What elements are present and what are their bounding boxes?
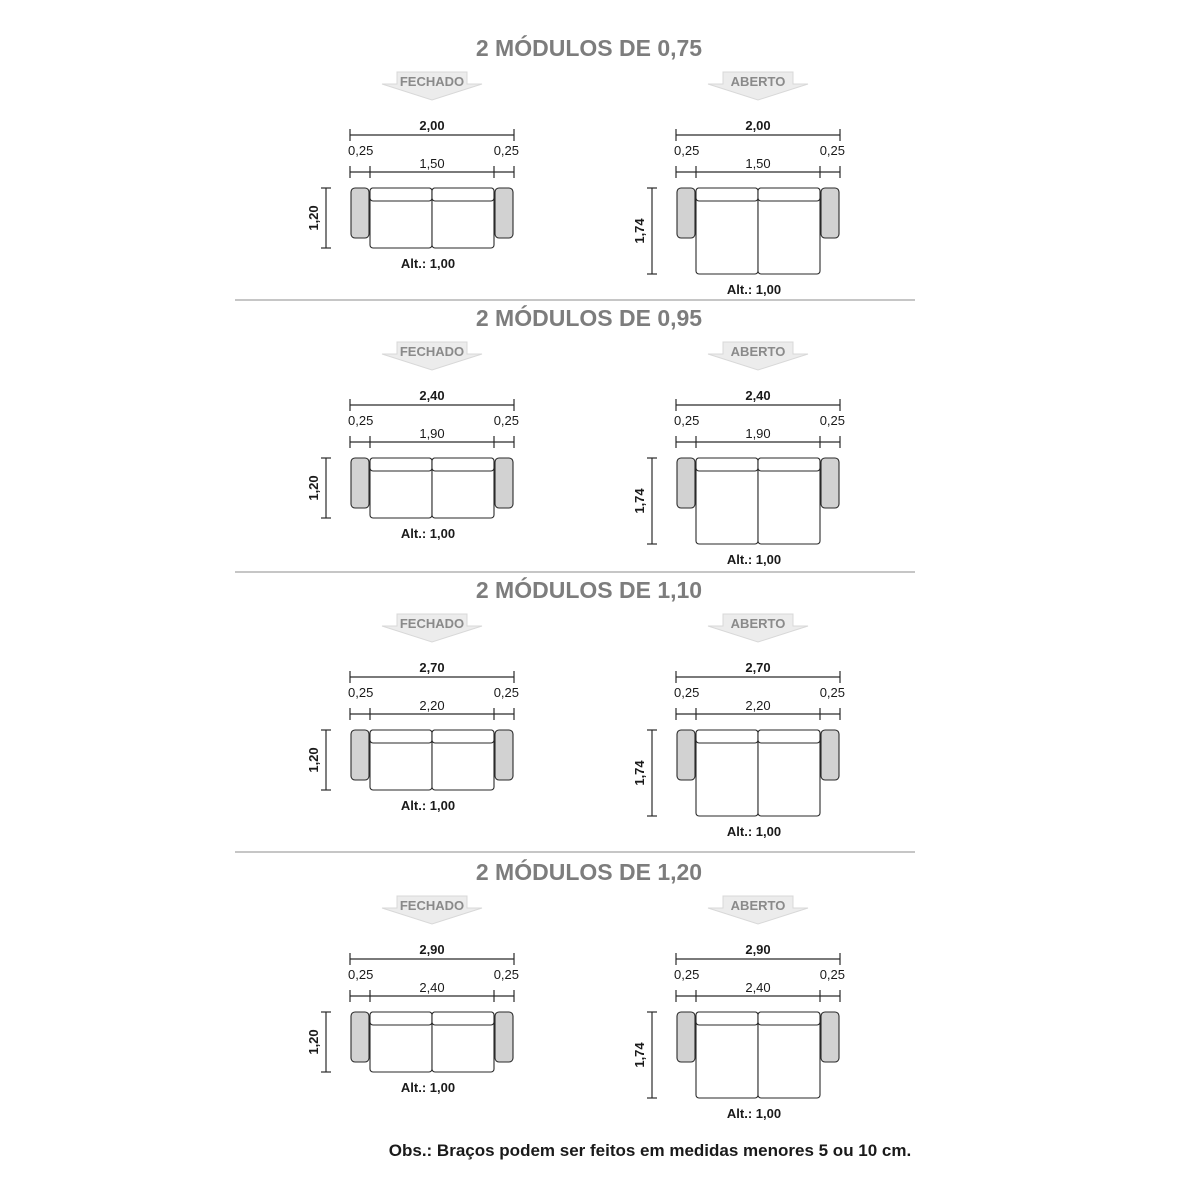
section-title: 2 MÓDULOS DE 1,20 [475, 859, 703, 885]
height-label: Alt.: 1,00 [400, 256, 456, 271]
section-title: 2 MÓDULOS DE 0,95 [475, 305, 703, 331]
arm-left-width: 0,25 [348, 143, 374, 158]
sofa-plan [351, 1012, 513, 1072]
back-cushion [432, 730, 494, 743]
depth-label: 1,74 [632, 488, 647, 514]
arm-right-width: 0,25 [493, 143, 519, 158]
arm-right [821, 730, 839, 780]
section-title: 2 MÓDULOS DE 0,75 [475, 35, 703, 61]
arm-left [351, 458, 369, 508]
back-cushion [370, 458, 432, 471]
arm-left-width: 0,25 [674, 413, 700, 428]
height-label: Alt.: 1,00 [400, 526, 456, 541]
arm-left [677, 458, 695, 508]
open-label: ABERTO [730, 616, 786, 631]
arm-left [677, 188, 695, 238]
height-label: Alt.: 1,00 [400, 1080, 456, 1095]
section-title: 2 MÓDULOS DE 1,10 [475, 577, 703, 603]
sofa-plan [677, 1012, 839, 1098]
sofa-plan [677, 458, 839, 544]
height-label: Alt.: 1,00 [726, 824, 782, 839]
arm-right-width: 0,25 [819, 967, 845, 982]
back-cushion [432, 188, 494, 201]
seat-width: 1,90 [419, 426, 445, 441]
sofa-plan [351, 730, 513, 790]
back-cushion [696, 1012, 758, 1025]
overall-width: 2,70 [419, 660, 445, 675]
back-cushion [370, 1012, 432, 1025]
seat-width: 2,20 [745, 698, 771, 713]
arm-left [351, 188, 369, 238]
overall-width: 2,40 [745, 388, 771, 403]
back-cushion [696, 458, 758, 471]
open-label: ABERTO [730, 344, 786, 359]
back-cushion [696, 730, 758, 743]
arm-left-width: 0,25 [674, 143, 700, 158]
depth-label: 1,20 [306, 747, 321, 773]
depth-label: 1,74 [632, 1042, 647, 1068]
arm-left [351, 1012, 369, 1062]
arm-right [821, 458, 839, 508]
arm-right-width: 0,25 [493, 413, 519, 428]
back-cushion [370, 730, 432, 743]
overall-width: 2,90 [419, 942, 445, 957]
arm-right-width: 0,25 [819, 143, 845, 158]
arm-left [677, 1012, 695, 1062]
overall-width: 2,90 [745, 942, 771, 957]
arm-right [821, 1012, 839, 1062]
back-cushion [758, 730, 820, 743]
closed-label: FECHADO [399, 898, 465, 913]
back-cushion [696, 188, 758, 201]
depth-label: 1,74 [632, 218, 647, 244]
seat-width: 2,40 [419, 980, 445, 995]
back-cushion [370, 188, 432, 201]
arm-left-width: 0,25 [348, 413, 374, 428]
closed-label: FECHADO [399, 616, 465, 631]
arm-left-width: 0,25 [674, 685, 700, 700]
arm-left-width: 0,25 [674, 967, 700, 982]
seat-width: 1,90 [745, 426, 771, 441]
overall-width: 2,40 [419, 388, 445, 403]
depth-label: 1,20 [306, 205, 321, 231]
arm-left [351, 730, 369, 780]
depth-label: 1,74 [632, 760, 647, 786]
back-cushion [758, 1012, 820, 1025]
back-cushion [758, 458, 820, 471]
arm-right-width: 0,25 [819, 413, 845, 428]
arm-right [495, 1012, 513, 1062]
depth-label: 1,20 [306, 475, 321, 501]
height-label: Alt.: 1,00 [726, 552, 782, 567]
seat-width: 2,40 [745, 980, 771, 995]
observation-note: Obs.: Braços podem ser feitos em medidas menores 5 ou 10 cm. [388, 1141, 912, 1160]
arm-right [495, 458, 513, 508]
arm-right [495, 730, 513, 780]
arm-left-width: 0,25 [348, 685, 374, 700]
arm-right-width: 0,25 [493, 685, 519, 700]
arm-right-width: 0,25 [819, 685, 845, 700]
height-label: Alt.: 1,00 [726, 282, 782, 297]
closed-label: FECHADO [399, 344, 465, 359]
arm-left-width: 0,25 [348, 967, 374, 982]
arm-right [821, 188, 839, 238]
overall-width: 2,00 [745, 118, 771, 133]
depth-label: 1,20 [306, 1029, 321, 1055]
back-cushion [432, 1012, 494, 1025]
back-cushion [758, 188, 820, 201]
closed-label: FECHADO [399, 74, 465, 89]
sofa-plan [351, 458, 513, 518]
arm-right [495, 188, 513, 238]
height-label: Alt.: 1,00 [726, 1106, 782, 1121]
overall-width: 2,70 [745, 660, 771, 675]
seat-width: 1,50 [745, 156, 771, 171]
sofa-plan [351, 188, 513, 248]
sofa-plan [677, 730, 839, 816]
seat-width: 2,20 [419, 698, 445, 713]
arm-left [677, 730, 695, 780]
height-label: Alt.: 1,00 [400, 798, 456, 813]
open-label: ABERTO [730, 74, 786, 89]
sofa-plan [677, 188, 839, 274]
overall-width: 2,00 [419, 118, 445, 133]
arm-right-width: 0,25 [493, 967, 519, 982]
seat-width: 1,50 [419, 156, 445, 171]
open-label: ABERTO [730, 898, 786, 913]
back-cushion [432, 458, 494, 471]
